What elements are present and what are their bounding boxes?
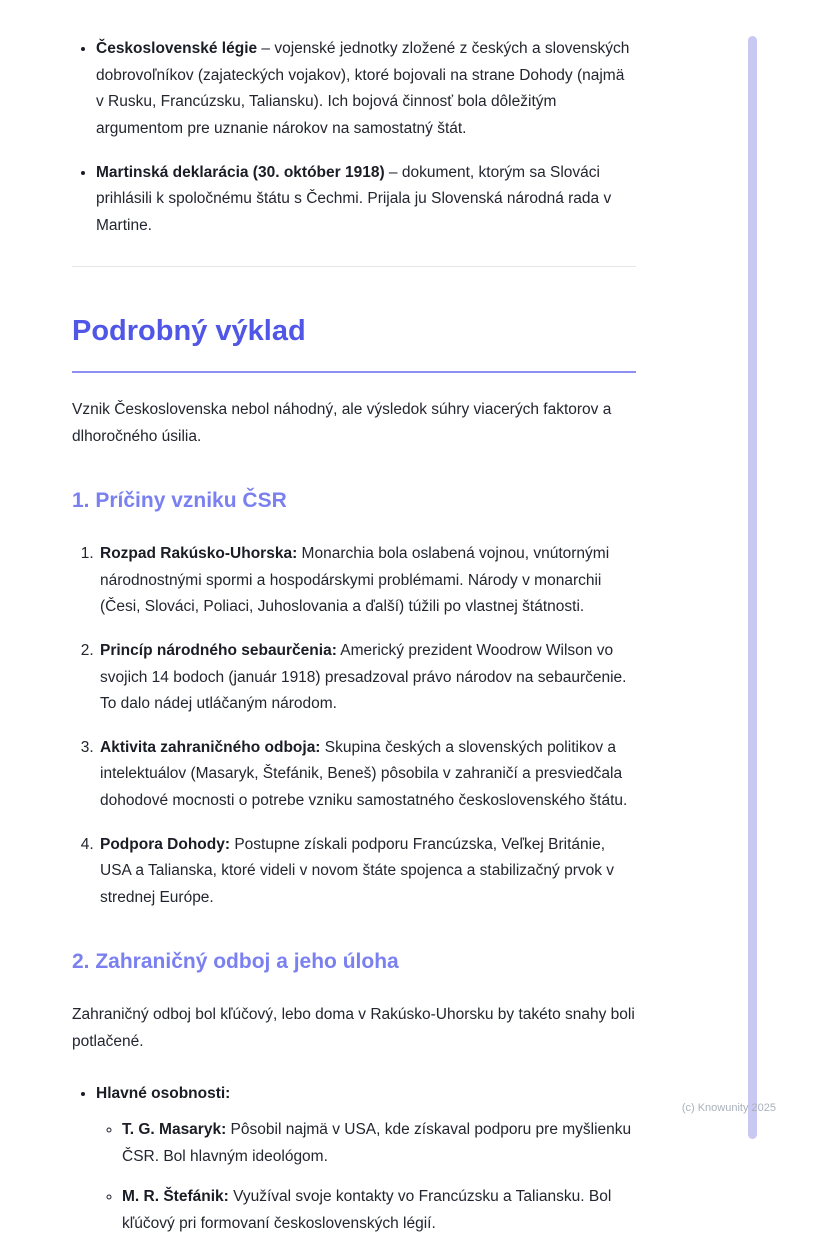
term-princip: Princíp národného sebaurčenia: (100, 641, 337, 659)
term-podpora: Podpora Dohody: (100, 835, 231, 853)
causes-list (72, 541, 636, 912)
page-title: Podrobný výklad (72, 307, 636, 374)
personalities-list (72, 1081, 636, 1237)
list-item (98, 735, 636, 815)
section-divider (72, 266, 636, 267)
list-item (96, 160, 636, 240)
document-page (72, 36, 636, 1251)
scrollbar-thumb[interactable] (748, 36, 757, 1139)
definition-text: – dokument, ktorým sa Slováci prihlásili k spoločnému štátu s Čechmi. Prijala ju Slovenská národná rada v Martine. (96, 163, 612, 234)
definition-list (72, 36, 636, 240)
term-aktivita: Aktivita zahraničného odboja: (100, 738, 321, 756)
intro-paragraph: Vznik Československa nebol náhodný, ale výsledok súhry viacerých faktorov a dlhoročného úsilia. (72, 401, 612, 446)
section-2-title: 2. Zahraničný odboj a jeho úloha (72, 949, 399, 973)
term-rozpad: Rozpad Rakúsko-Uhorska: (100, 544, 298, 562)
item-text: Pôsobil najmä v USA, kde získaval podporu pre myšlienku ČSR. Bol hlavným ideológom. (122, 1120, 632, 1165)
list-item (96, 36, 636, 143)
term-martinska-deklaracia: Martinská deklarácia (30. október 1918) (96, 163, 385, 181)
term-stefanik: M. R. Štefánik: (122, 1188, 229, 1206)
item-text: Využíval svoje kontakty vo Francúzsku a Taliansku. Bol kľúčový pri formovaní československých légií. (122, 1188, 612, 1232)
definition-text: – vojenské jednotky zložené z českých a slovenských dobrovoľníkov (zajateckých vojakov), ktoré bojovali na strane Dohody (najmä v Rusku, Francúzsku, Taliansku). Ich bojová činnosť bola dôležitým argumentom pre uznanie nárokov na samostatný štát. (96, 40, 630, 137)
list-item (98, 832, 636, 912)
term-masaryk: T. G. Masaryk: (122, 1120, 227, 1138)
list-item (122, 1184, 636, 1237)
list-item (122, 1117, 636, 1170)
term-ceskoslovenske-legie: Československé légie (96, 40, 258, 57)
list-item (98, 638, 636, 718)
item-text: Postupne získali podporu Francúzska, Veľkej Británie, USA a Talianska, ktoré videli v novom štáte spojenca a stabilizačný prvok v strednej Európe. (100, 835, 615, 907)
item-text: Skupina českých a slovenských politikov a intelektuálov (Masaryk, Štefánik, Beneš) pôsobila v zahraničí a presviedčala dohodové mocnosti o potrebe vzniku samostatného československého štátu. (100, 738, 628, 810)
item-text: Americký prezident Woodrow Wilson vo svojich 14 bodoch (január 1918) presadzoval právo národov na sebaurčenie. To dalo nádej utláčaným národom. (100, 641, 627, 713)
section-2-paragraph: Zahraničný odboj bol kľúčový, lebo doma v Rakúsko-Uhorsku by takéto snahy boli potlačené. (72, 1005, 635, 1050)
footer-credit: (c) Knowunity 2025 (681, 1102, 776, 1114)
section-1-title: 1. Príčiny vzniku ČSR (72, 488, 287, 512)
personalities-sublist (96, 1117, 636, 1238)
list-item (96, 1081, 636, 1237)
list-item (98, 541, 636, 621)
list-heading: Hlavné osobnosti: (96, 1085, 231, 1103)
item-text: Monarchia bola oslabená vojnou, vnútornými národnostnými spormi a hospodárskymi problémami. Národy v monarchii (Česi, Slováci, Poliaci, Juhoslovania a ďalší) túžili po vlastnej štátnosti. (100, 544, 610, 616)
